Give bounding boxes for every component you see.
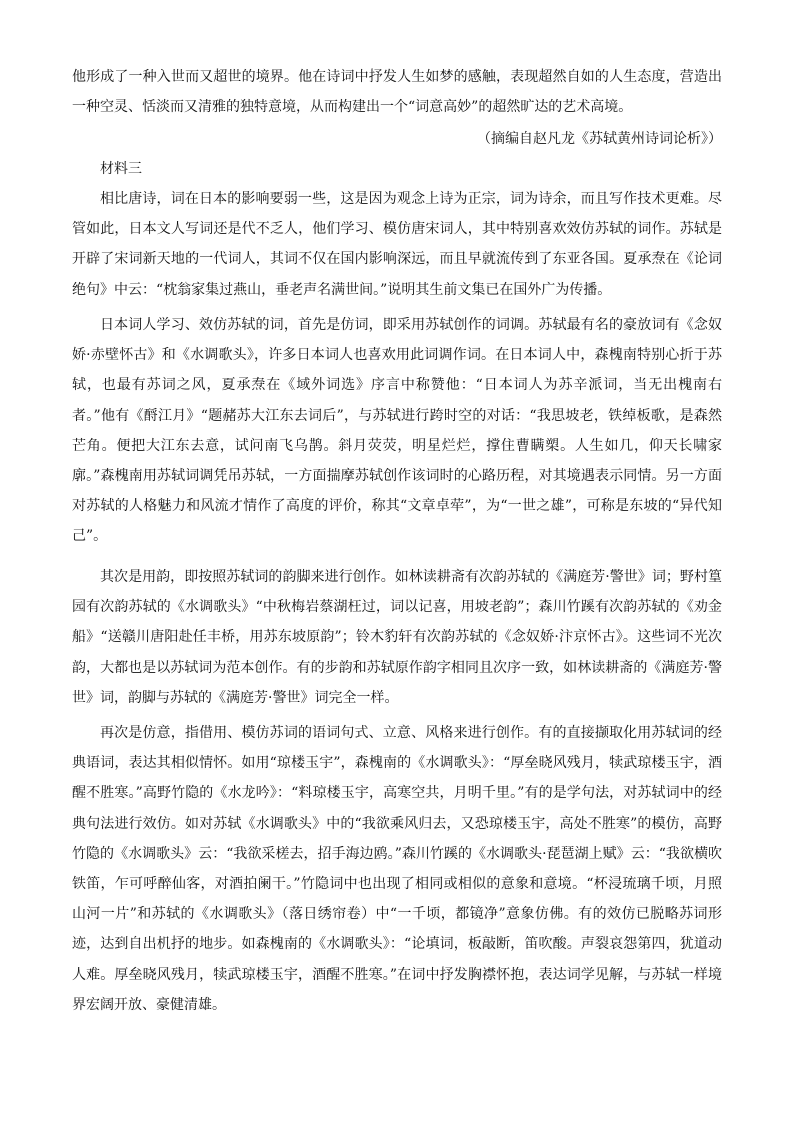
section-heading: 材料三	[100, 161, 142, 177]
paragraph-4: 再次是仿意，指借用、模仿苏词的语词句式、立意、风格来进行创作。有的直接撷取化用苏轼词的经典语词，表达其相似情怀。如用“琼楼玉宇”，森槐南的《水调歌头》：“厚垒晓风残月，犊武琼楼玉宇，酒醒不胜寒。”高野竹隐的《水龙吟》：“料琼楼玉宇，高寒空共，月明千里。”有的是学句法，对苏轼词中的经典句法进行效仿。如对苏轼《水调歌头》中的“我欲乘风归去，又恐琼楼玉宇，高处不胜寒”的模仿，高野竹隐的《水调歌头》云：“我欲采槎去，招手海边鸥。”森川竹蹊的《水调歌头·琵琶湖上赋》云：“我欲横吹铁笛，乍可呼醉仙客，对酒拍阑干。”竹隐词中也出现了相同或相似的意象和意境。“杯浸琉璃千顷，月照山河一片”和苏轼的《水调歌头》（落日绣帘卷）中“一千顷，都镜净”意象仿佛。有的效仿已脱略苏词形迹，达到自出机抒的地步。如森槐南的《水调歌头》：“论填词，板敲断，笛吹酸。声裂哀怨第四，犹道动人难。厚垒晓风残月，犊武琼楼玉宇，酒醒不胜寒。”在词中抒发胸襟怀抱，表达词学见解，与苏轼一样境界宏阔开放、豪健清雄。	[72, 725, 722, 1013]
intro-paragraph: 他形成了一种入世而又超世的境界。他在诗词中抒发人生如梦的感触，表现超然自如的人生态度，营造出一种空灵、恬淡而又清雅的独特意境，从而构建出一个“词意高妙”的超然旷达的艺术高境。	[72, 69, 722, 116]
source-citation: （摘编自赵凡龙《苏轼黄州诗词论析》）	[477, 131, 722, 147]
paragraph-2: 日本词人学习、效仿苏轼的词，首先是仿词，即采用苏轼创作的词调。苏轼最有名的豪放词有《念奴娇·赤壁怀古》和《水调歌头》，许多日本词人也喜欢用此词调作词。在日本词人中，森槐南特别心折于苏轼，也最有苏词之风，夏承焘在《域外词选》序言中称赞他：“日本词人为苏辛派词，当无出槐南右者。”他有《酹江月》“题赭苏大江东去词后”，与苏轼进行跨时空的对话：“我思坡老，铁绰板歌，是森然芒角。便把大江东去意，试问南飞乌鹊。斜月荧荧，明星烂烂，撑住曹瞒槊。人生如几，仰天长啸家廓。”森槐南用苏轼词调凭吊苏轼，一方面揣摩苏轼创作该词时的心路历程，对其境遇表示同情。另一方面对苏轼的人格魅力和风流才情作了高度的评价，称其“文章卓荦”，为“一世之雄”，可称是东坡的“异代知己”。	[72, 317, 722, 545]
paragraph-1: 相比唐诗，词在日本的影响要弱一些，这是因为观念上诗为正宗，词为诗余，而且写作技术更难。尽管如此，日本文人写词还是代不乏人，他们学习、模仿唐宋词人，其中特别喜欢效仿苏轼的词作。苏轼是开辟了宋词新天地的一代词人，其词不仅在国内影响深远，而且早就流传到了东亚各国。夏承焘在《论词绝句》中云：“枕翁家集过燕山，垂老声名满世间。”说明其生前文集已在国外广为传播。	[72, 191, 722, 298]
paragraph-3: 其次是用韵，即按照苏轼词的韵脚来进行创作。如林读耕斋有次韵苏轼的《满庭芳·警世》词；野村篁园有次韵苏轼的《水调歌头》“中秋梅岩蔡湖枉过，词以记喜，用坡老韵”；森川竹蹊有次韵苏轼的《劝金船》“送赣川唐阳赴任丰桥，用苏东坡原韵”；铃木豹轩有次韵苏轼的《念奴娇·汴京怀古》。这些词不光次韵，大都也是以苏轼词为范本创作。有的步韵和苏轼原作韵字相同且次序一致，如林读耕斋的《满庭芳·警世》词，韵脚与苏轼的《满庭芳·警世》词完全一样。	[72, 569, 722, 706]
